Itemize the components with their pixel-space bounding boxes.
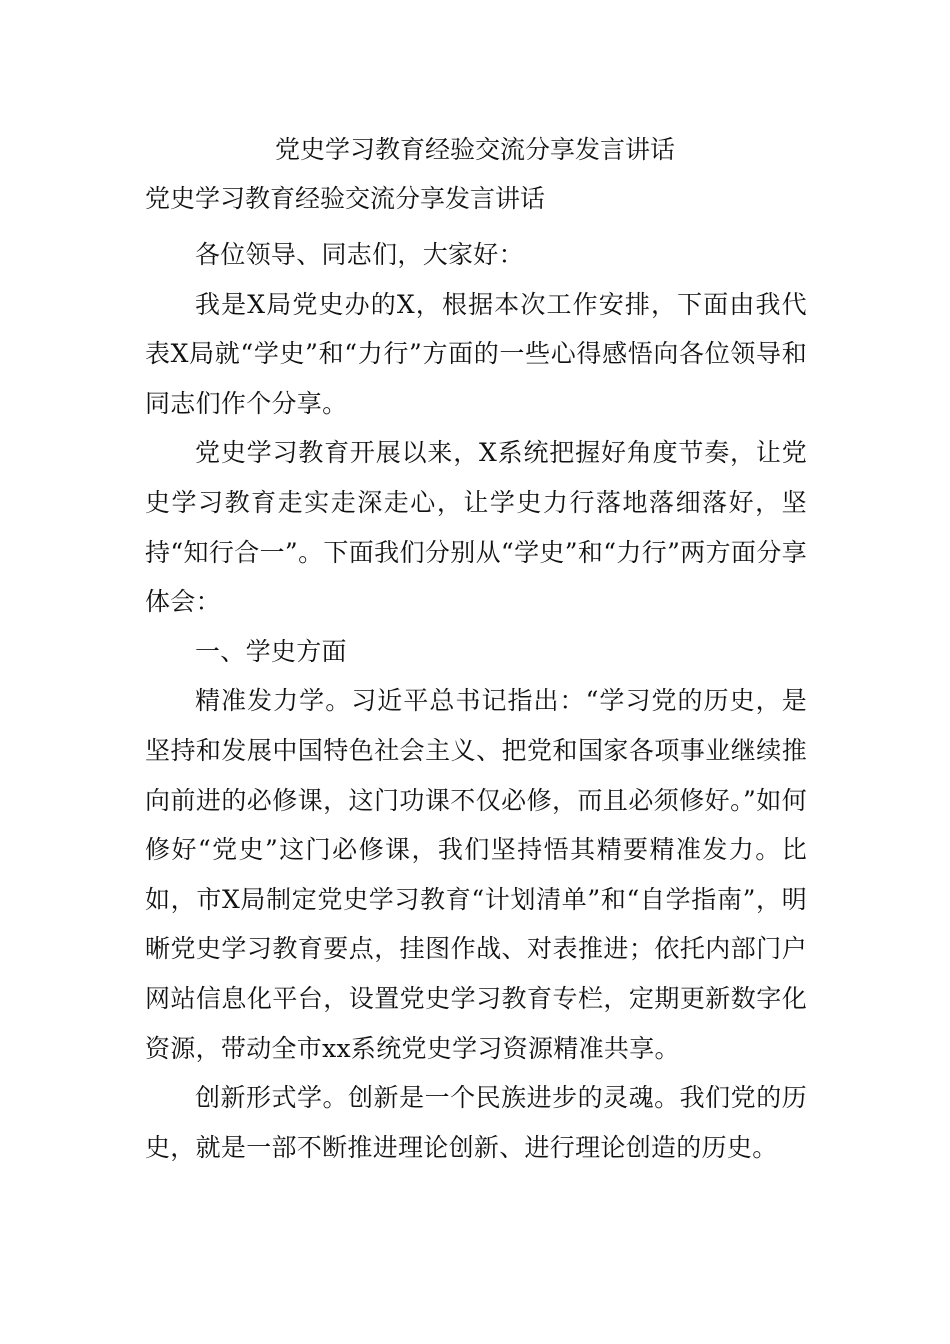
section-heading: 一、学史方面 (195, 636, 347, 666)
document-title: 党史学习教育经验交流分享发言讲话 (274, 135, 675, 164)
paragraph-overview: 党史学习教育开展以来，X系统把握好角度节奏，让党史学习教育走实走深走心，让学史力行落地落细落好，坚持“知行合一”。下面我们分别从“学史”和“力行”两方面分享体会： (145, 438, 807, 617)
paragraph-precise-learning: 精准发力学。习近平总书记指出：“学习党的历史，是坚持和发展中国特色社会主义、把党和国家各项事业继续推向前进的必修课，这门功课不仅必修，而且必须修好。”如何修好“党史”这门必修课，我们坚持悟其精要精准发力。比如，市X局制定党史学习教育“计划清单”和“自学指南”，明晰党史学习教育要点，挂图作战、对表推进；依托内部门户网站信息化平台，设置党史学习教育专栏，定期更新数字化资源，带动全市xx系统党史学习资源精准共享。 (145, 686, 807, 1063)
document-body (145, 230, 807, 1172)
paragraph-introduction: 我是X局党史办的X，根据本次工作安排，下面由我代表X局就“学史”和“力行”方面的一些心得感悟向各位领导和同志们作个分享。 (145, 289, 807, 418)
document-subtitle: 党史学习教育经验交流分享发言讲话 (145, 184, 546, 213)
paragraph-greeting: 各位领导、同志们，大家好： (195, 240, 524, 269)
paragraph-innovative-learning: 创新形式学。创新是一个民族进步的灵魂。我们党的历史，就是一部不断推进理论创新、进行理论创造的历史。 (145, 1083, 807, 1162)
